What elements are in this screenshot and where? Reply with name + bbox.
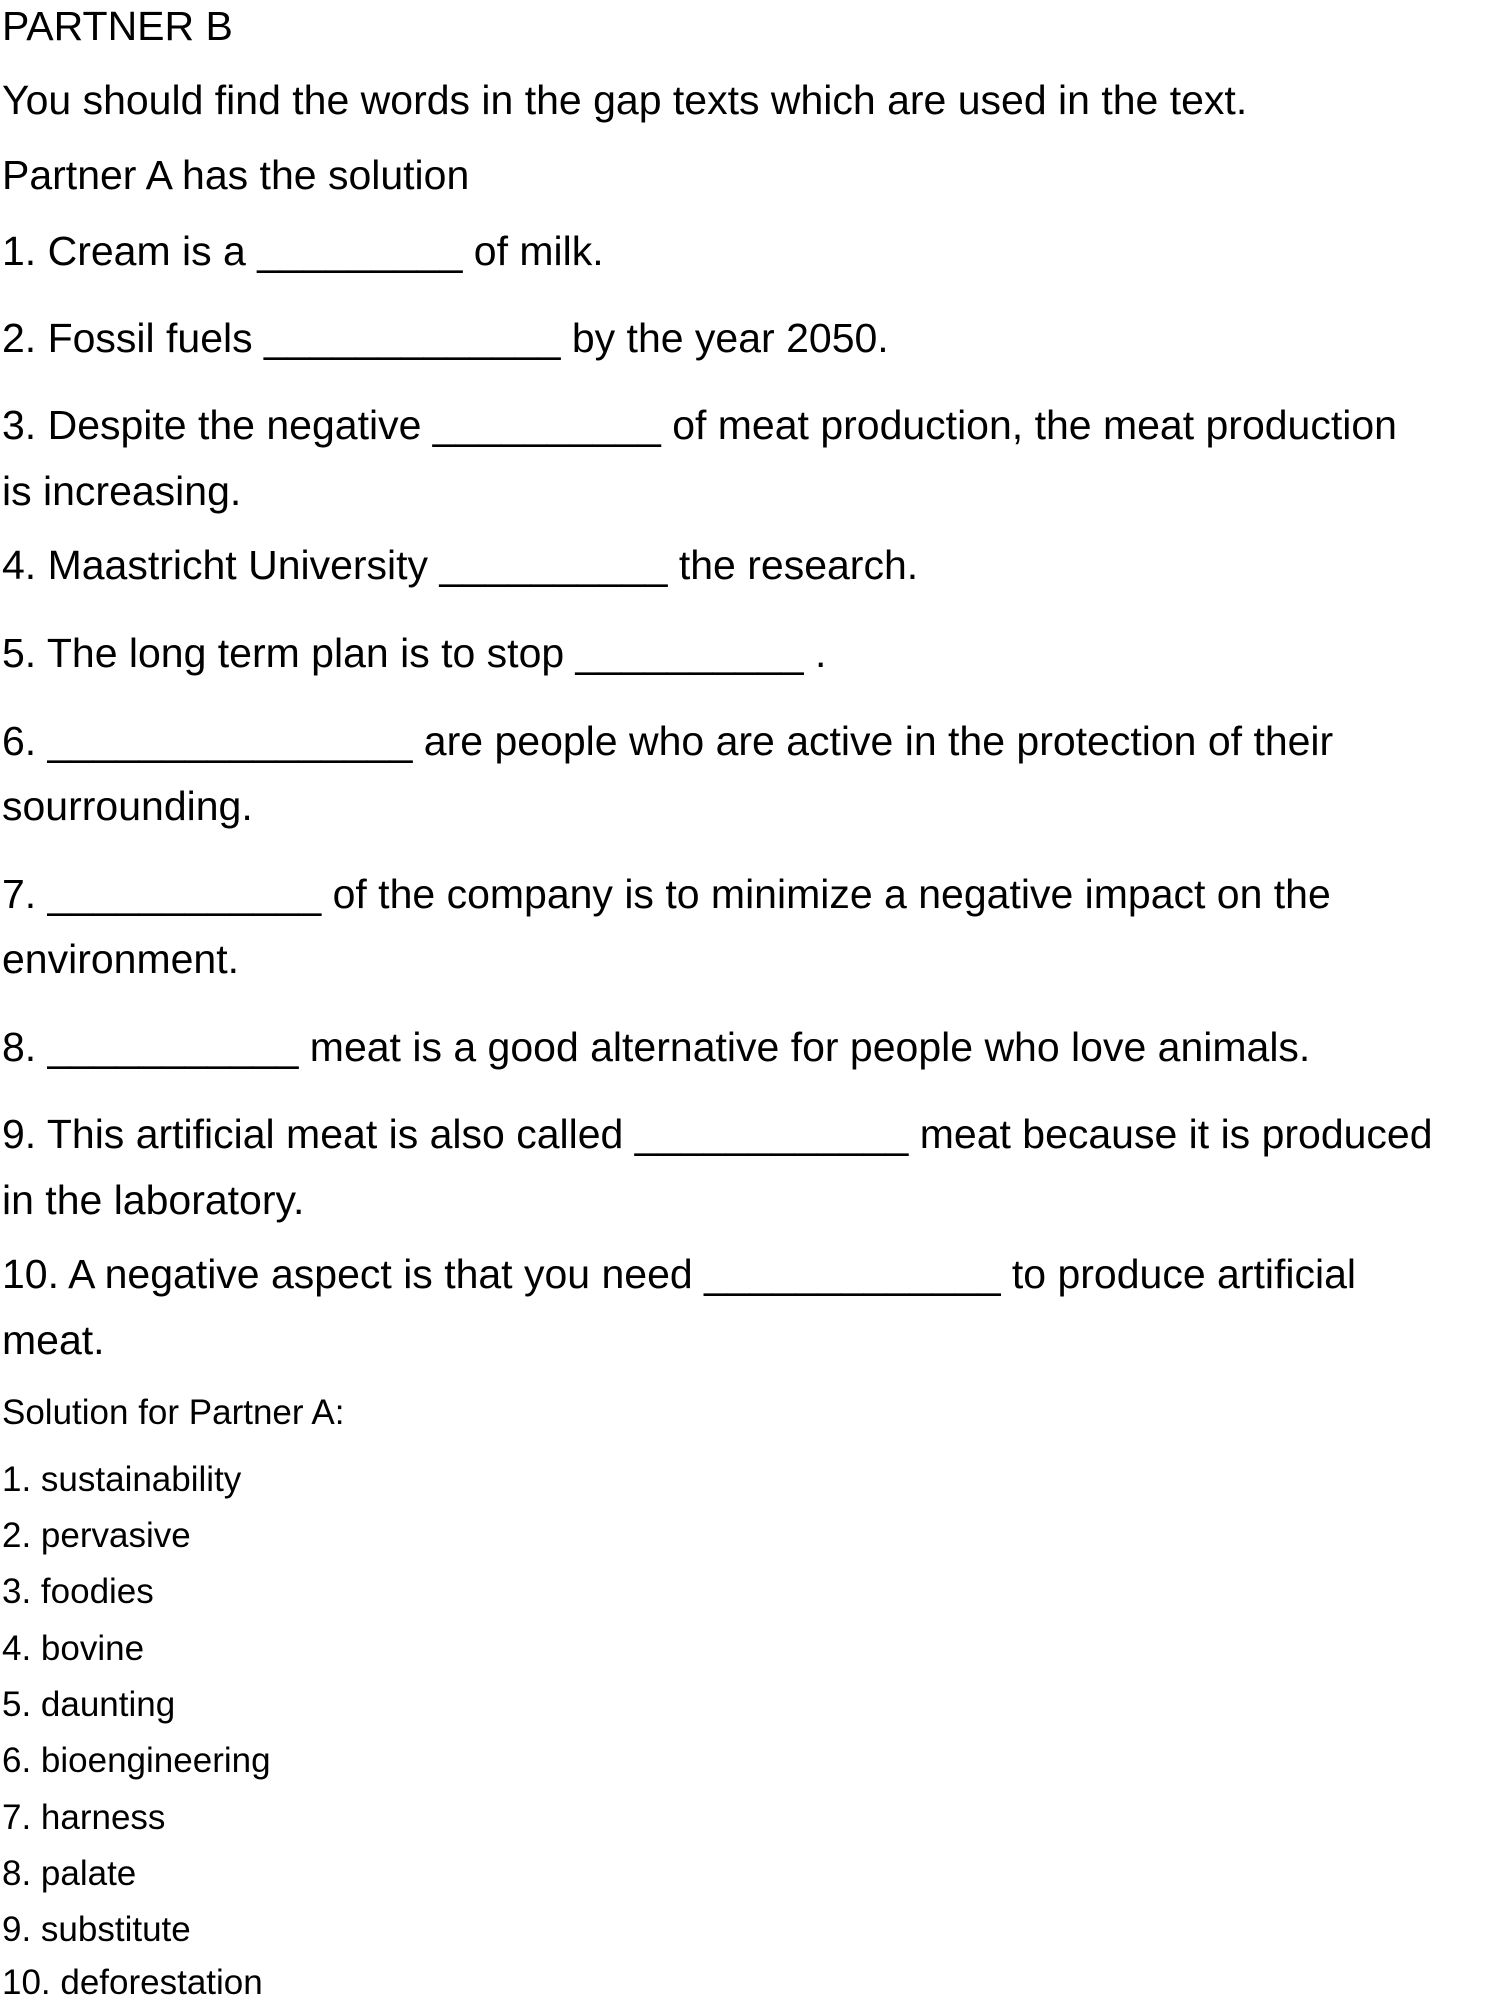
exercise-item-9-line-1: 9. This artificial meat is also called ____________ meat because it is produced	[2, 1111, 1433, 1157]
solution-heading: Solution for Partner A:	[2, 1393, 345, 1432]
solution-answer-9: 9. substitute	[2, 1910, 191, 1949]
solution-answer-10: 10. deforestation	[2, 1963, 263, 2002]
solution-answer-2: 2. pervasive	[2, 1516, 191, 1555]
exercise-item-7-line-2: environment.	[2, 936, 240, 982]
solution-answer-1: 1. sustainability	[2, 1460, 242, 1499]
exercise-item-1: 1. Cream is a _________ of milk.	[2, 228, 604, 274]
exercise-item-10-line-2: meat.	[2, 1317, 105, 1363]
solution-answer-8: 8. palate	[2, 1854, 137, 1893]
exercise-item-5: 5. The long term plan is to stop __________ .	[2, 630, 827, 676]
partner-note: Partner A has the solution	[2, 152, 470, 198]
exercise-item-3-line-2: is increasing.	[2, 468, 242, 514]
instruction-text: You should find the words in the gap texts which are used in the text.	[2, 77, 1248, 123]
solution-answer-7: 7. harness	[2, 1798, 166, 1837]
exercise-item-3-line-1: 3. Despite the negative __________ of meat production, the meat production	[2, 402, 1397, 448]
exercise-item-6-line-2: sourrounding.	[2, 783, 253, 829]
solution-answer-5: 5. daunting	[2, 1685, 176, 1724]
solution-answer-4: 4. bovine	[2, 1629, 145, 1668]
exercise-item-6-line-1: 6. ________________ are people who are active in the protection of their	[2, 718, 1334, 764]
exercise-item-10-line-1: 10. A negative aspect is that you need _____________ to produce artificial	[2, 1251, 1357, 1297]
exercise-item-4: 4. Maastricht University __________ the research.	[2, 542, 919, 588]
exercise-item-8: 8. ___________ meat is a good alternative for people who love animals.	[2, 1024, 1311, 1070]
solution-answer-3: 3. foodies	[2, 1572, 154, 1611]
exercise-item-2: 2. Fossil fuels _____________ by the year 2050.	[2, 315, 889, 361]
solution-answer-6: 6. bioengineering	[2, 1741, 271, 1780]
page-title: PARTNER B	[2, 3, 233, 49]
exercise-item-9-line-2: in the laboratory.	[2, 1177, 305, 1223]
exercise-item-7-line-1: 7. ____________ of the company is to minimize a negative impact on the	[2, 871, 1331, 917]
